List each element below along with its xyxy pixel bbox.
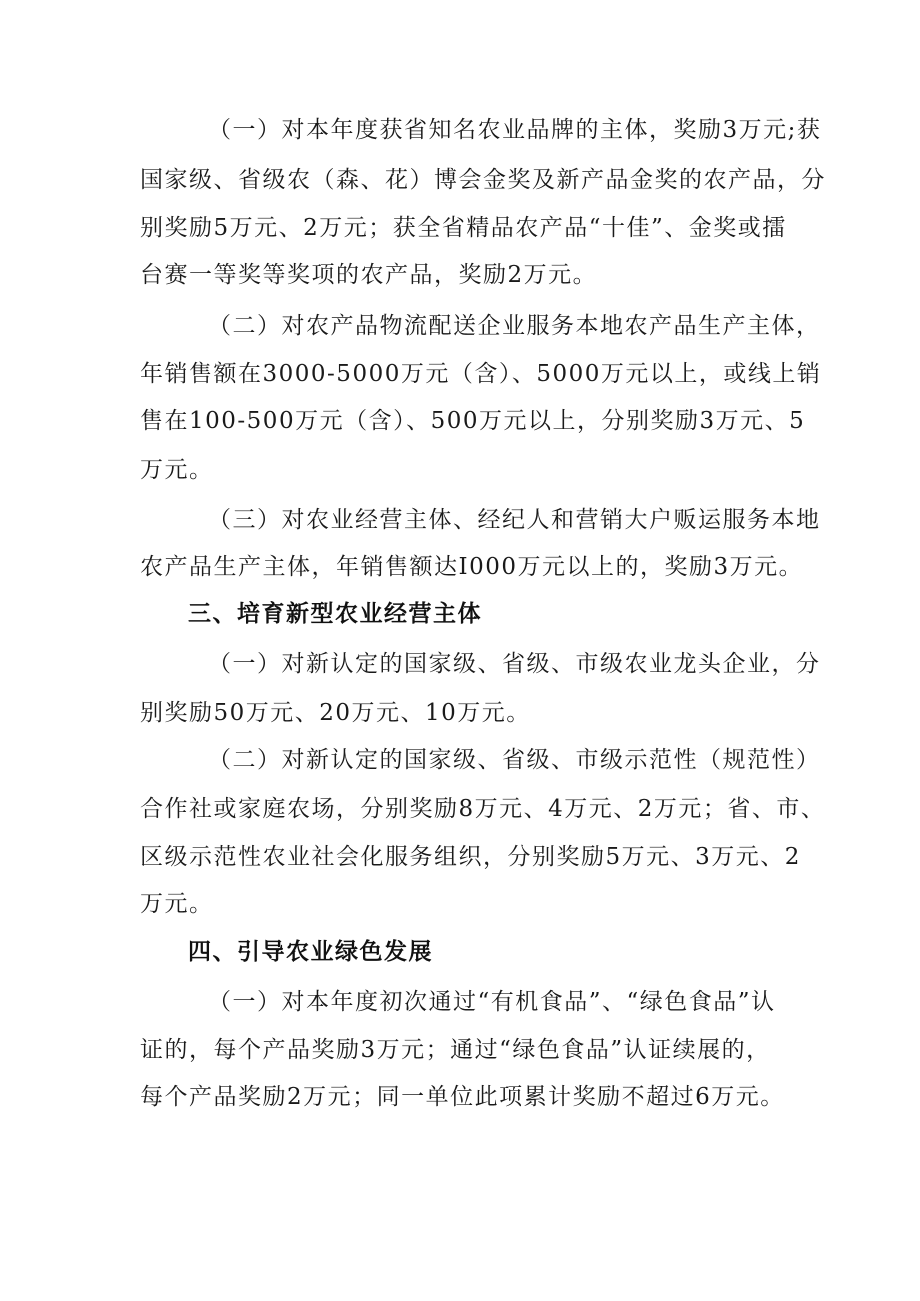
paragraph-line: （三）对农业经营主体、经纪人和营销大户贩运服务本地: [208, 507, 821, 533]
paragraph-line: 万元。: [140, 457, 214, 483]
paragraph-line: （一）对本年度初次通过“有机食品”、“绿色食品”认: [208, 989, 776, 1015]
paragraph-line: 别奖励5万元、2万元；获全省精品农产品“十佳”、金奖或擂: [140, 215, 787, 241]
paragraph-line: 台赛一等奖等奖项的农产品，奖励2万元。: [140, 262, 598, 288]
paragraph-line: （二）对新认定的国家级、省级、市级示范性（规范性）: [208, 747, 821, 773]
paragraph-line: 售在100-500万元（含）、500万元以上，分别奖励3万元、5: [140, 408, 806, 434]
paragraph-line: 年销售额在3000-5000万元（含）、5000万元以上，或线上销: [140, 361, 822, 387]
paragraph-line: （一）对新认定的国家级、省级、市级农业龙头企业，分: [208, 651, 821, 677]
paragraph-line: （二）对农产品物流配送企业服务本地农产品生产主体，: [208, 313, 821, 339]
paragraph-line: 区级示范性农业社会化服务组织，分别奖励5万元、3万元、2: [140, 844, 801, 870]
paragraph-line: 万元。: [140, 891, 214, 917]
paragraph-line: 别奖励50万元、20万元、10万元。: [140, 700, 531, 726]
paragraph-line: 农产品生产主体，年销售额达I000万元以上的，奖励3万元。: [140, 554, 804, 580]
paragraph-line: （一）对本年度获省知名农业品牌的主体，奖励3万元;获: [208, 117, 822, 143]
paragraph-line: 合作社或家庭农场，分别奖励8万元、4万元、2万元；省、市、: [140, 796, 826, 822]
paragraph-line: 国家级、省级农（森、花）博会金奖及新产品金奖的农产品，分: [140, 167, 826, 193]
section-heading: 四、引导农业绿色发展: [188, 939, 433, 965]
paragraph-line: 证的，每个产品奖励3万元；通过“绿色食品”认证续展的，: [140, 1037, 771, 1063]
section-heading: 三、培育新型农业经营主体: [188, 601, 482, 627]
paragraph-line: 每个产品奖励2万元；同一单位此项累计奖励不超过6万元。: [140, 1084, 785, 1110]
